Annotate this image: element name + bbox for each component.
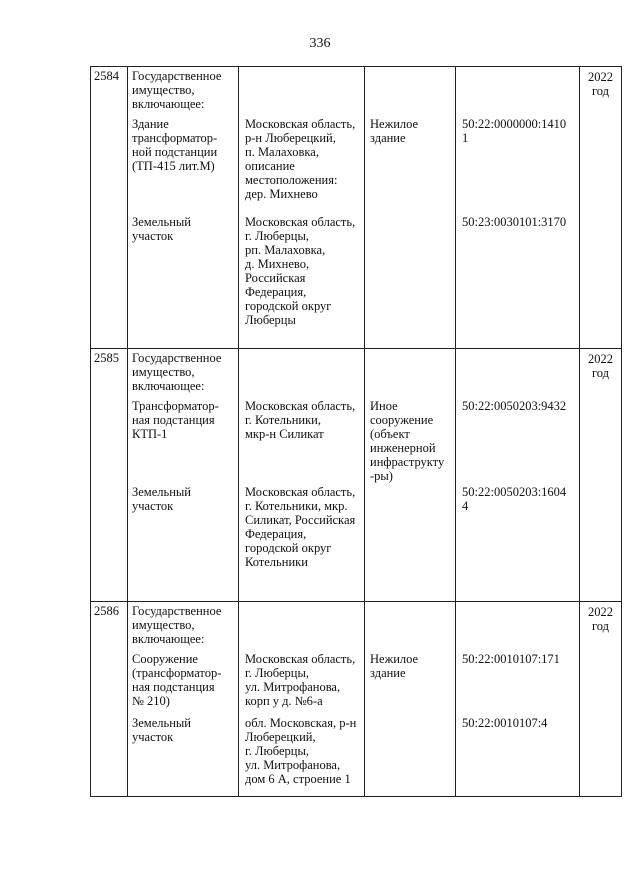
row-number: 2585 [94, 351, 119, 365]
item-address: Московская область, г. Котельники, мкр-н Силикат [245, 399, 356, 441]
year-cell [580, 67, 622, 349]
row-number-cell [91, 67, 128, 349]
address-cell [239, 67, 365, 349]
row-number: 2586 [94, 604, 119, 618]
cadastral-number: 50:22:0050203:9432 [462, 399, 567, 413]
item-type: Нежилое здание [370, 117, 419, 145]
property-table [90, 66, 622, 797]
cadastral-number: 50:22:0050203:1604 4 [462, 485, 567, 513]
row-header: Государственное имущество, включающее: [132, 604, 222, 646]
item-name: Здание трансформатор- ной подстанции (ТП-415 лит.М) [132, 117, 218, 173]
table-row [91, 349, 622, 602]
table-row [91, 602, 622, 797]
item-address: Московская область, г. Котельники, мкр. Силикат, Российская Федерация, городской округ Котельники [245, 485, 356, 569]
type-cell [365, 349, 456, 602]
cadastral-cell [456, 349, 580, 602]
cadastral-cell [456, 67, 580, 349]
row-header: Государственное имущество, включающее: [132, 69, 222, 111]
year: 2022 год [588, 605, 613, 633]
item-type: Иное сооружение (объект инженерной инфраструкту -ры) [370, 399, 445, 483]
address-cell [239, 602, 365, 797]
cadastral-number: 50:22:0010107:171 [462, 652, 560, 666]
row-header: Государственное имущество, включающее: [132, 351, 222, 393]
item-name: Земельный участок [132, 215, 191, 243]
item-address: Московская область, г. Люберцы, ул. Митрофанова, корп у д. №6-а [245, 652, 356, 708]
year-cell [580, 602, 622, 797]
cadastral-number: 50:23:0030101:3170 [462, 215, 567, 229]
item-name: Земельный участок [132, 485, 191, 513]
item-name: Сооружение (трансформатор- ная подстанция № 210) [132, 652, 222, 708]
name-cell [128, 67, 239, 349]
type-cell [365, 602, 456, 797]
cadastral-number: 50:22:0010107:4 [462, 716, 548, 730]
year-cell [580, 349, 622, 602]
name-cell [128, 349, 239, 602]
item-address: Московская область, р-н Люберецкий, п. Малаховка, описание местоположения: дер. Михнево [245, 117, 356, 201]
year: 2022 год [588, 70, 613, 98]
year: 2022 год [588, 352, 613, 380]
cadastral-cell [456, 602, 580, 797]
item-name: Земельный участок [132, 716, 191, 744]
row-number-cell [91, 349, 128, 602]
item-address: Московская область, г. Люберцы, рп. Малаховка, д. Михнево, Российская Федерация, городской округ Люберцы [245, 215, 356, 327]
address-cell [239, 349, 365, 602]
table-row [91, 67, 622, 349]
name-cell [128, 602, 239, 797]
page-number: 336 [309, 36, 331, 51]
item-type: Нежилое здание [370, 652, 419, 680]
type-cell [365, 67, 456, 349]
item-name: Трансформатор- ная подстанция КТП-1 [132, 399, 219, 441]
row-number: 2584 [94, 69, 119, 83]
item-address: обл. Московская, р-н Люберецкий, г. Люберцы, ул. Митрофанова, дом 6 А, строение 1 [245, 716, 357, 786]
row-number-cell [91, 602, 128, 797]
cadastral-number: 50:22:0000000:1410 1 [462, 117, 567, 145]
